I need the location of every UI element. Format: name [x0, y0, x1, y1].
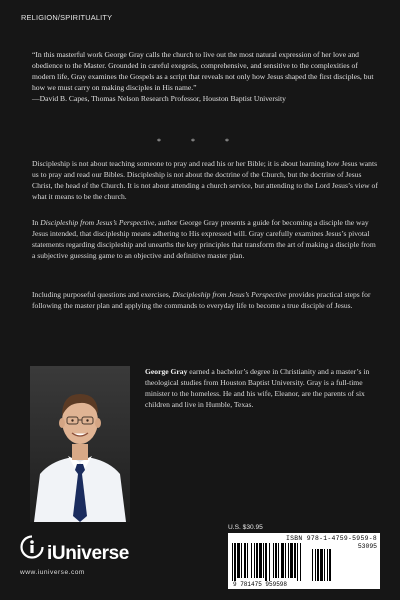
section-divider: * * * — [157, 137, 243, 146]
barcode-bar — [281, 543, 284, 578]
barcode-bar — [247, 543, 248, 578]
barcode-bar — [237, 543, 240, 578]
author-bio-body: earned a bachelor’s degree in Christianity and a master’s in theological studies from Houston Baptist University. Gray is a full-time minister to the homeless. He and his wife, Eleanor, are the parents of six children and live in Humble, Texas. — [145, 367, 370, 409]
paragraph-text — [32, 217, 378, 261]
paragraph-text: Discipleship is not about teaching someone to pray and read his or her Bible; it is about learning how Jesus wants us to pray and read our Bibles. Discipleship is not about the doctrine of the Church, but the doctrine of Jesus Christ, the head of the Church. It is not about attending a church service, but attending to the Lord Jesus’s view of what it means to be the church. — [32, 159, 378, 201]
author-bio-text — [145, 366, 378, 410]
isbn-number: ISBN 978-1-4759-5959-8 — [286, 535, 377, 542]
barcode-addon-bar — [317, 549, 319, 581]
author-name: George Gray — [145, 367, 188, 376]
barcode-bar — [232, 543, 233, 581]
barcode-addon-bar — [324, 549, 325, 581]
barcode-bar — [241, 543, 242, 578]
barcode-addon-bar — [327, 549, 328, 581]
barcode-bar — [256, 543, 258, 578]
barcode-bar — [263, 543, 264, 578]
description-paragraph-1 — [32, 158, 378, 202]
barcode-addon-bar — [320, 549, 323, 581]
barcode — [228, 533, 380, 589]
author-bio — [145, 366, 378, 410]
barcode-addon-bar — [315, 549, 316, 581]
publisher-name: iUniverse — [47, 543, 129, 564]
endorsement-quote — [32, 49, 378, 104]
book-title: Discipleship from Jesus’s Perspective — [172, 290, 287, 299]
publisher-logo-icon — [20, 535, 44, 559]
barcode-bar — [285, 543, 286, 578]
author-portrait-illustration — [30, 366, 130, 522]
book-title: Discipleship from Jesus’s Perspective — [40, 218, 155, 227]
publisher-url: www.iuniverse.com — [20, 569, 85, 576]
barcode-bar — [288, 543, 289, 578]
price-label: U.S. $30.95 — [228, 524, 263, 531]
barcode-bar — [278, 543, 279, 578]
barcode-bars — [232, 543, 342, 581]
barcode-addon-bar — [312, 549, 313, 581]
barcode-bar — [275, 543, 277, 578]
barcode-bar — [290, 543, 293, 578]
author-photo — [30, 366, 130, 522]
barcode-digits: 9 781475 959598 — [233, 581, 288, 588]
quote-text: “In this masterful work George Gray calls the church to live out the most natural expression of her love and obedience to the Master. Grounded in careful exegesis, comprehensive, and sensitive to the complexities of modern life, Gray examines the Gospels as a script that reveals not only how Jesus shaped the first disciples, but how we must carry on making disciples in His name.” — [32, 50, 374, 92]
barcode-bar — [259, 543, 262, 578]
category-label: RELIGION/SPIRITUALITY — [21, 13, 113, 22]
barcode-bar — [265, 543, 267, 581]
barcode-bar — [297, 543, 298, 581]
text-run: provides practical steps for following the master plan and applying the commands to everyday life to become a true disciple of Jesus. — [32, 290, 371, 310]
price-code: 53095 — [357, 543, 377, 550]
barcode-bar — [244, 543, 246, 578]
barcode-bar — [234, 543, 236, 581]
barcode-addon-bar — [329, 549, 331, 581]
barcode-bar — [273, 543, 274, 578]
barcode-bar — [269, 543, 270, 581]
paragraph-text — [32, 289, 378, 311]
text-run: Including purposeful questions and exercises, — [32, 290, 173, 299]
barcode-bar — [251, 543, 252, 578]
barcode-bar — [294, 543, 296, 578]
barcode-bar — [254, 543, 255, 578]
description-paragraph-3 — [32, 289, 378, 311]
text-run: In — [32, 218, 41, 227]
quote-attribution: —David B. Capes, Thomas Nelson Research Professor, Houston Baptist University — [32, 94, 286, 103]
barcode-bar — [300, 543, 301, 581]
text-run: , author George Gray presents a guide for becoming a disciple the way Jesus intended, that discipleship means adhering to His expressed will. Gray carefully examines Jesus’s pivotal statements regarding discipleship and unearths the key principles that transform the art of making a disciple from a subjective guessing game to an objective and definitive master plan. — [32, 218, 376, 260]
description-paragraph-2 — [32, 217, 378, 261]
